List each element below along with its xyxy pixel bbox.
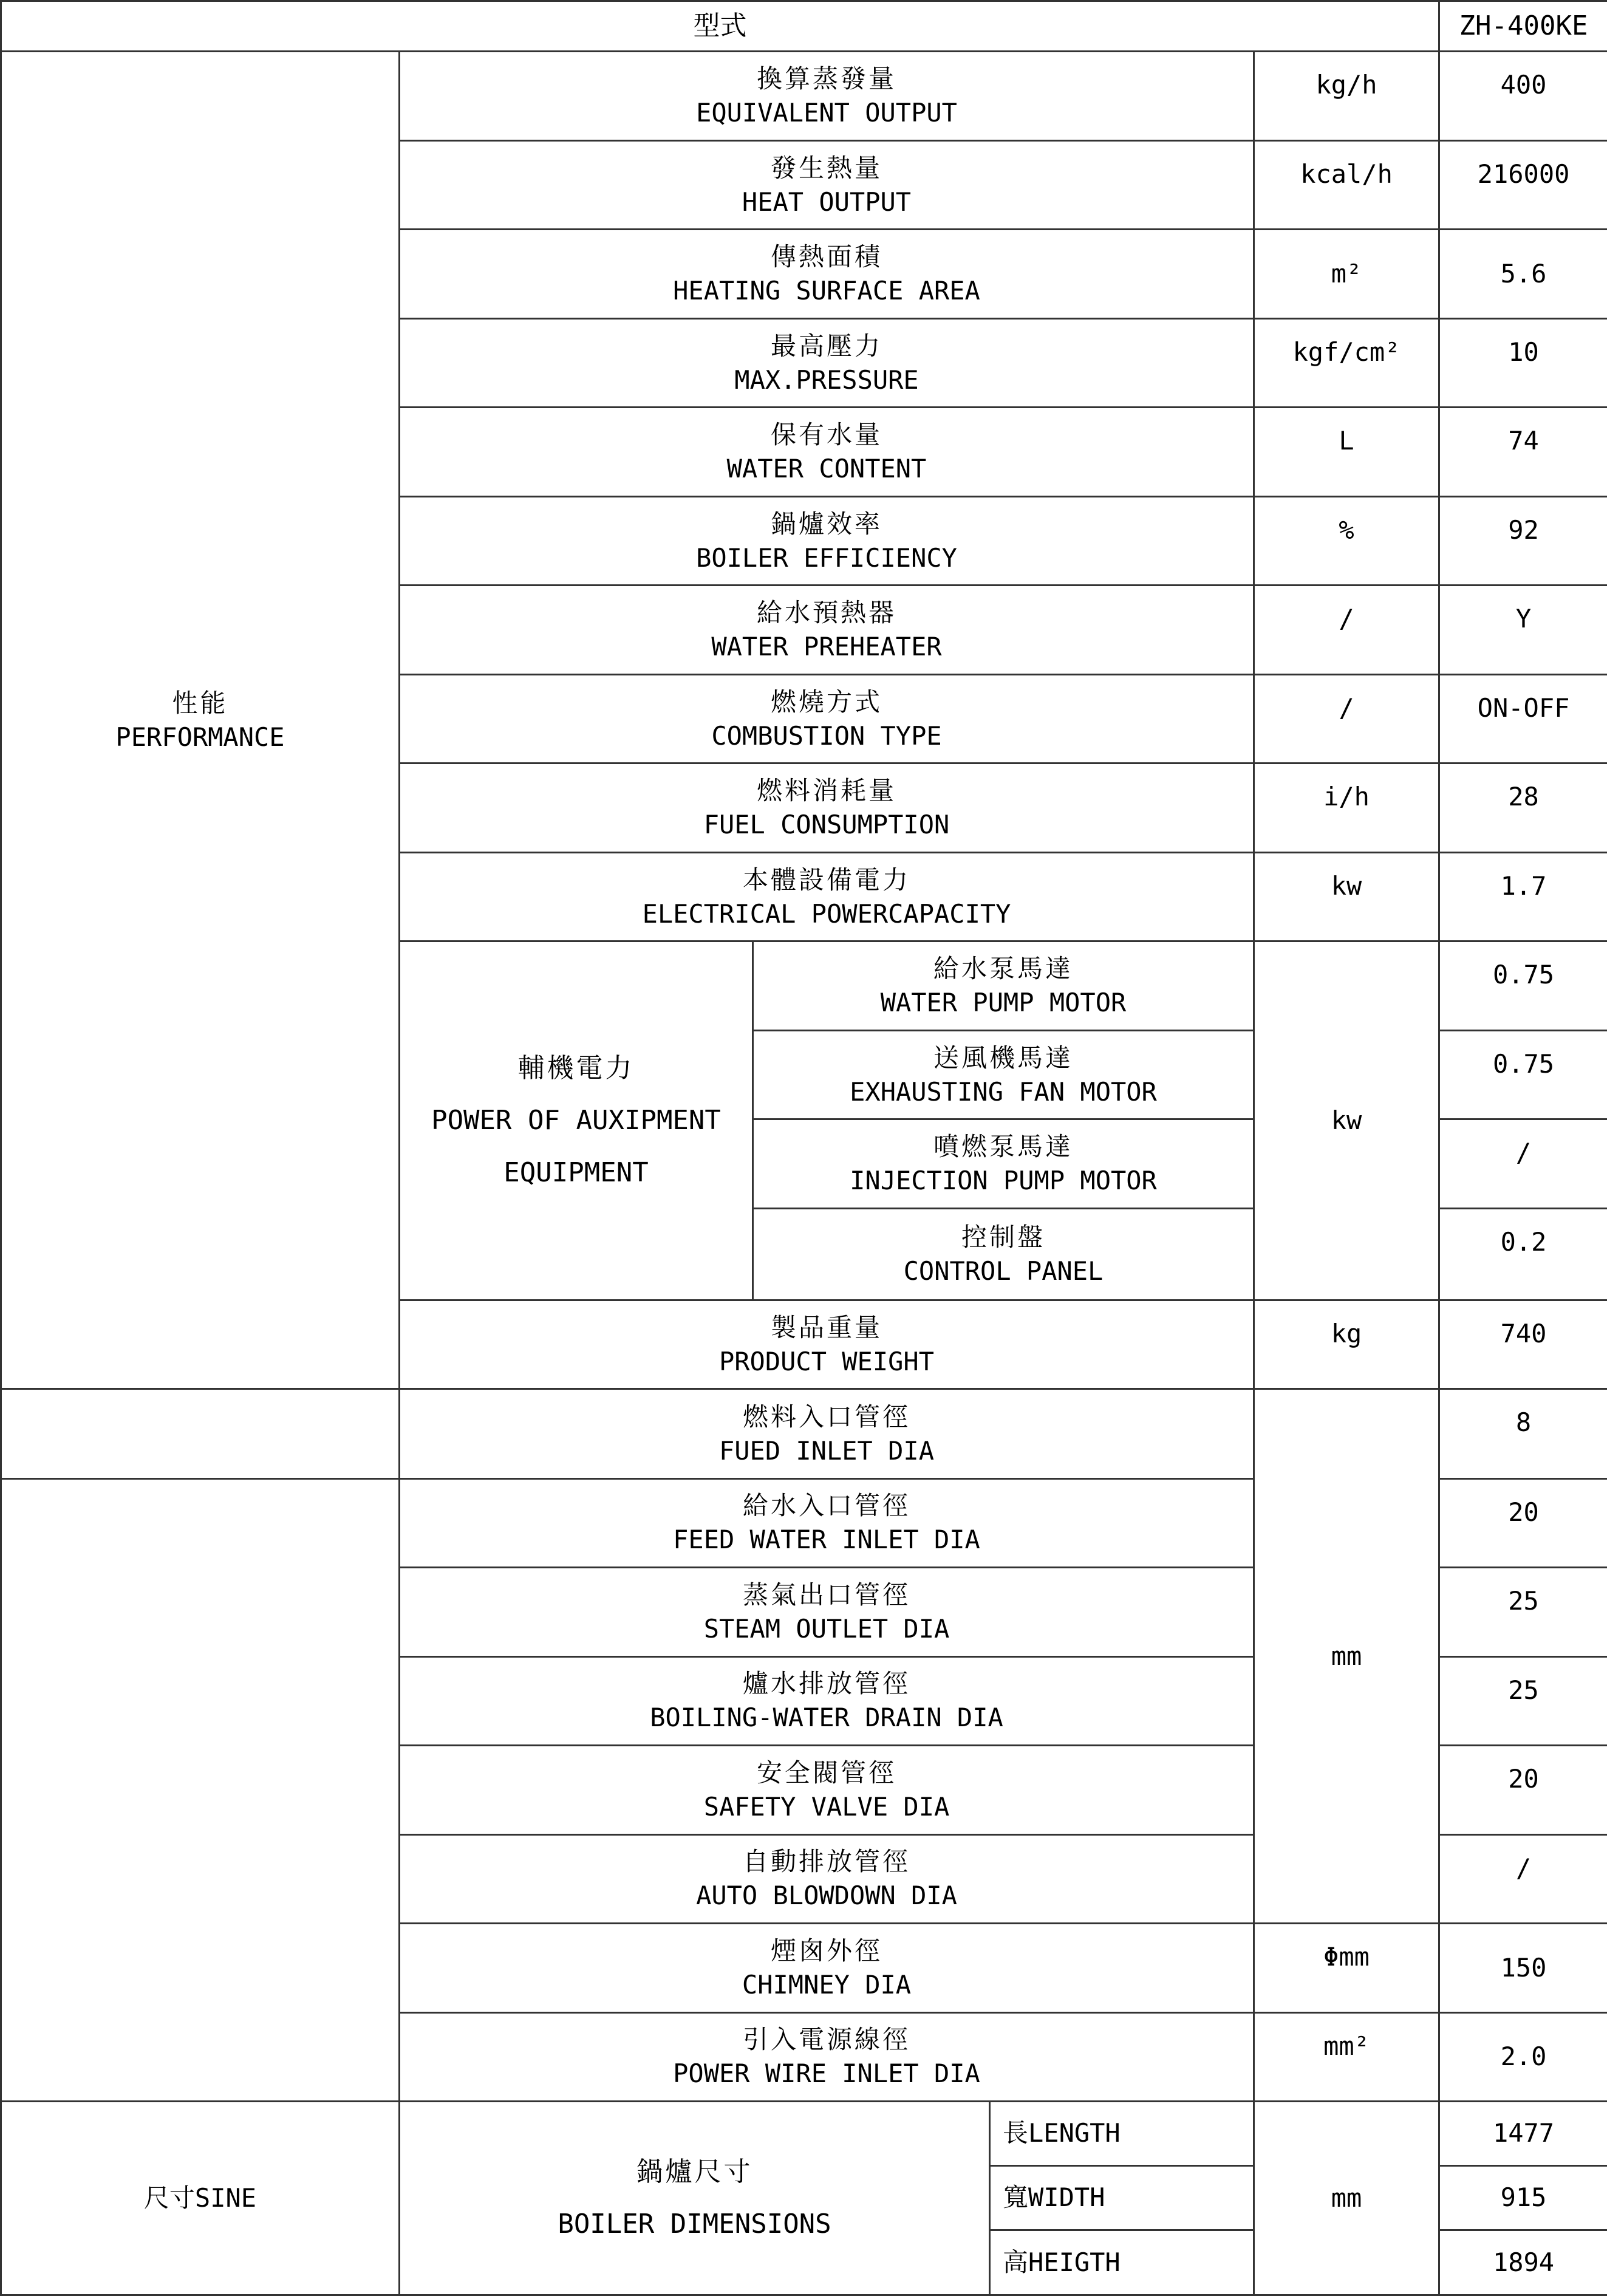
aux-item-zh: 控制盤	[961, 1222, 1045, 1252]
spec-name	[400, 675, 1254, 764]
spec-value: 2.0	[1439, 2012, 1607, 2101]
dimensions-section-label: 尺寸SINE	[1, 2101, 400, 2295]
dimension-row	[1, 2101, 1607, 2165]
aux-item-value: /	[1439, 1119, 1607, 1209]
spec-name	[400, 52, 1254, 141]
spec-name-zh: 製品重量	[770, 1312, 882, 1342]
header-row	[1, 1, 1607, 52]
spec-unit: kw	[1254, 853, 1439, 941]
spec-value: 92	[1439, 497, 1607, 586]
aux-item-zh: 送風機馬達	[933, 1042, 1073, 1073]
blank-cell	[1, 1389, 400, 1478]
spec-name-en: ELECTRICAL POWERCAPACITY	[642, 898, 1011, 929]
aux-item-en: EXHAUSTING FAN MOTOR	[850, 1076, 1157, 1107]
spec-value: 216000	[1439, 141, 1607, 230]
pipe-name-zh: 給水入口管徑	[742, 1491, 910, 1521]
pipe-name-zh: 安全閥管徑	[756, 1757, 896, 1788]
spec-unit: L	[1254, 408, 1439, 497]
pipe-name-en: FEED WATER INLET DIA	[673, 1525, 980, 1555]
spec-name-en: FUEL CONSUMPTION	[703, 810, 950, 840]
spec-unit: m²	[1254, 230, 1439, 319]
spec-value: 1.7	[1439, 853, 1607, 941]
aux-item-en: WATER PUMP MOTOR	[880, 988, 1127, 1018]
pipe-name-en: AUTO BLOWDOWN DIA	[696, 1881, 957, 1911]
boiler-dimensions-en: BOILER DIMENSIONS	[558, 2208, 831, 2240]
pipe-value: 20	[1439, 1745, 1607, 1834]
spec-name	[400, 586, 1254, 675]
aux-unit: kw	[1254, 941, 1439, 1300]
spec-name-en: HEATING SURFACE AREA	[673, 276, 980, 306]
spec-name	[400, 1300, 1254, 1389]
dimension-value: 915	[1439, 2165, 1607, 2230]
spec-name	[400, 1923, 1254, 2012]
spec-name-zh: 燃燒方式	[770, 686, 882, 717]
dimension-unit: mm	[1254, 2101, 1439, 2295]
pipe-name	[400, 1567, 1254, 1656]
dimension-label: 長LENGTH	[990, 2101, 1254, 2165]
spec-name-en: WATER PREHEATER	[711, 632, 942, 662]
spec-name-en: PRODUCT WEIGHT	[718, 1346, 934, 1376]
spec-unit: kcal/h	[1254, 141, 1439, 230]
boiler-dimensions-zh: 鍋爐尺寸	[636, 2156, 753, 2187]
aux-power-label-en2: EQUIPMENT	[503, 1157, 649, 1189]
pipe-name-en: STEAM OUTLET DIA	[703, 1613, 950, 1644]
spec-name	[400, 853, 1254, 941]
spec-name-zh: 引入電源線徑	[742, 2024, 910, 2055]
pipe-unit: mm	[1254, 1389, 1439, 1923]
spec-name	[400, 764, 1254, 853]
spec-name-zh: 換算蒸發量	[756, 64, 896, 94]
spec-name-en: CHIMNEY DIA	[742, 1969, 912, 2000]
spec-name-zh: 煙囪外徑	[770, 1935, 882, 1966]
pipe-row	[1, 1389, 1607, 1478]
pipe-value: 25	[1439, 1567, 1607, 1656]
dimension-label: 寬WIDTH	[990, 2165, 1254, 2230]
spec-unit: /	[1254, 675, 1439, 764]
model-number: ZH-400KE	[1439, 1, 1607, 52]
aux-power-label	[400, 941, 753, 1300]
spec-unit: kg/h	[1254, 52, 1439, 141]
spec-unit: %	[1254, 497, 1439, 586]
spec-name	[400, 2012, 1254, 2101]
performance-label-zh: 性能	[172, 688, 228, 718]
spec-name-en: POWER WIRE INLET DIA	[673, 2059, 980, 2089]
spec-name-zh: 最高壓力	[770, 330, 882, 361]
spec-value: 400	[1439, 52, 1607, 141]
spec-name-zh: 給水預熱器	[756, 598, 896, 628]
pipe-name	[400, 1389, 1254, 1478]
spec-unit: kg	[1254, 1300, 1439, 1389]
spec-name-zh: 鍋爐效率	[770, 508, 882, 539]
aux-item-en: INJECTION PUMP MOTOR	[850, 1166, 1157, 1196]
spec-row	[1, 52, 1607, 141]
aux-item-name	[753, 941, 1254, 1031]
performance-label-en: PERFORMANCE	[115, 722, 285, 752]
spec-name	[400, 230, 1254, 319]
spec-name-en: MAX.PRESSURE	[734, 364, 919, 395]
spec-name	[400, 319, 1254, 408]
dimension-label: 高HEIGTH	[990, 2230, 1254, 2295]
pipe-name-en: SAFETY VALVE DIA	[703, 1791, 950, 1822]
aux-item-zh: 給水泵馬達	[933, 954, 1073, 984]
spec-name-zh: 發生熱量	[770, 152, 882, 183]
spec-value: Y	[1439, 586, 1607, 675]
pipe-name-zh: 燃料入口管徑	[742, 1401, 910, 1432]
spec-value: 10	[1439, 319, 1607, 408]
performance-label	[1, 52, 400, 1389]
spec-unit: kgf/cm²	[1254, 319, 1439, 408]
aux-item-name	[753, 1209, 1254, 1300]
spec-value: ON-OFF	[1439, 675, 1607, 764]
aux-item-en: CONTROL PANEL	[903, 1256, 1104, 1286]
aux-item-zh: 噴燃泵馬達	[933, 1132, 1073, 1162]
spec-value: 740	[1439, 1300, 1607, 1389]
pipe-name-en: FUED INLET DIA	[718, 1435, 934, 1466]
aux-item-value: 0.75	[1439, 941, 1607, 1031]
spec-name-en: COMBUSTION TYPE	[711, 720, 942, 751]
spec-name-en: EQUIVALENT OUTPUT	[696, 98, 957, 128]
dimension-value: 1894	[1439, 2230, 1607, 2295]
spec-value: 150	[1439, 1923, 1607, 2012]
type-label: 型式	[1, 1, 1439, 52]
aux-item-value: 0.2	[1439, 1209, 1607, 1300]
aux-item-name	[753, 1031, 1254, 1119]
aux-item-value: 0.75	[1439, 1031, 1607, 1119]
spec-unit: i/h	[1254, 764, 1439, 853]
spec-unit: mm²	[1254, 2012, 1439, 2101]
spec-name-zh: 本體設備電力	[742, 864, 910, 895]
spec-name	[400, 408, 1254, 497]
dimension-value: 1477	[1439, 2101, 1607, 2165]
pipe-value: /	[1439, 1834, 1607, 1923]
spec-name-en: HEAT OUTPUT	[742, 186, 912, 217]
pipe-value: 8	[1439, 1389, 1607, 1478]
spec-unit: Φmm	[1254, 1923, 1439, 2012]
spec-name-zh: 燃料消耗量	[756, 776, 896, 806]
pipe-name-en: BOILING-WATER DRAIN DIA	[650, 1703, 1003, 1733]
blank-cell	[1, 1478, 400, 2101]
pipe-name	[400, 1745, 1254, 1834]
pipe-name-zh: 爐水排放管徑	[742, 1669, 910, 1699]
aux-power-label-en1: POWER OF AUXIPMENT	[431, 1105, 721, 1136]
pipe-name-zh: 蒸氣出口管徑	[742, 1579, 910, 1610]
pipe-name	[400, 1478, 1254, 1567]
spec-value: 28	[1439, 764, 1607, 853]
aux-item-name	[753, 1119, 1254, 1209]
spec-name-zh: 保有水量	[770, 420, 882, 450]
pipe-value: 25	[1439, 1656, 1607, 1745]
spec-name-zh: 傳熱面積	[770, 242, 882, 272]
pipe-name	[400, 1834, 1254, 1923]
spec-name-en: WATER CONTENT	[726, 454, 927, 484]
spec-value: 5.6	[1439, 230, 1607, 319]
spec-name	[400, 497, 1254, 586]
spec-name	[400, 141, 1254, 230]
pipe-name-zh: 自動排放管徑	[742, 1847, 910, 1877]
spec-unit: /	[1254, 586, 1439, 675]
spec-name-en: BOILER EFFICIENCY	[696, 542, 957, 573]
pipe-name	[400, 1656, 1254, 1745]
spec-value: 74	[1439, 408, 1607, 497]
boiler-dimensions-label	[400, 2101, 990, 2295]
pipe-value: 20	[1439, 1478, 1607, 1567]
aux-power-label-zh: 輔機電力	[517, 1053, 635, 1084]
